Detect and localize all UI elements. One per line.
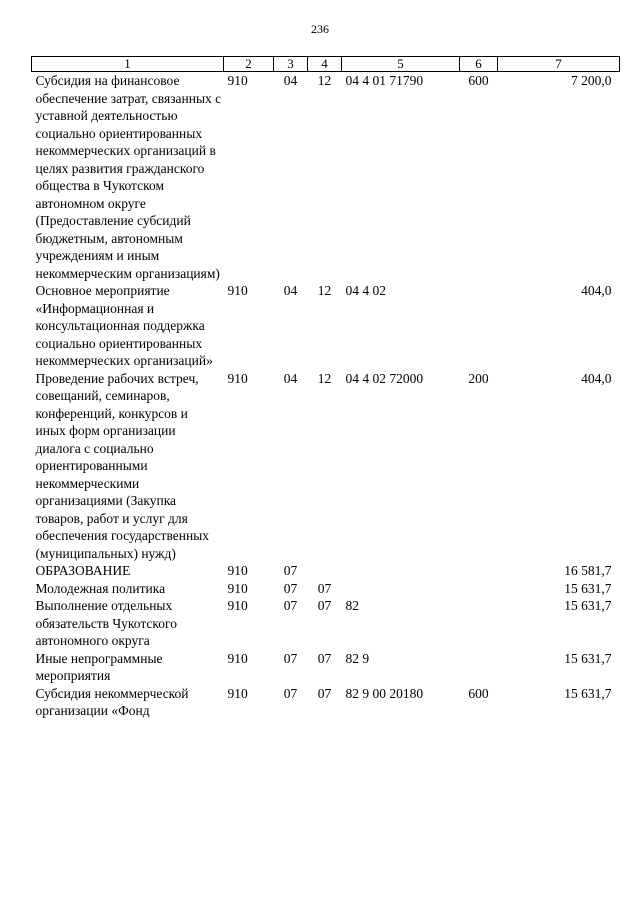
row-name: Молодежная политика — [35, 580, 166, 596]
row-target-code: 82 9 00 20180 — [345, 685, 424, 701]
row-amount: 404,0 — [581, 283, 612, 298]
row-expense-type — [460, 562, 498, 580]
row-expense-type — [460, 597, 498, 650]
row-name: Основное мероприятие «Информационная и консультационная поддержка социально ориентированных некоммерческих организаций» — [35, 283, 213, 368]
header-col-5: 5 — [342, 57, 460, 72]
row-section-code: 07 — [283, 598, 298, 613]
page-number: 236 — [311, 22, 329, 36]
row-section-code: 07 — [283, 580, 298, 596]
row-section-code: 04 — [283, 370, 298, 386]
table-row — [32, 562, 620, 580]
header-row — [32, 57, 620, 72]
budget-table-container — [31, 56, 619, 720]
header-col-6: 6 — [460, 57, 498, 72]
row-expense-type — [460, 650, 498, 685]
row-target-code: 82 9 — [345, 650, 370, 666]
row-amount: 15 631,7 — [564, 685, 612, 701]
row-expense-type — [460, 580, 498, 598]
table-header — [32, 57, 620, 72]
row-subsection-code: 12 — [317, 370, 332, 386]
row-expense-type: 600 — [468, 685, 489, 701]
table-body — [32, 72, 620, 720]
row-subsection-code: 07 — [317, 685, 332, 701]
row-name: Проведение рабочих встреч, совещаний, семинаров, конференций, конкурсов и иных форм организации диалога с социально ориентированными некоммерческими организациями (Закупка товаров, работ и услуг для обеспечения государственных (муниципальных) нужд) — [35, 370, 210, 561]
header-col-2: 2 — [224, 57, 274, 72]
row-ministry-code: 910 — [227, 580, 248, 596]
table-row — [32, 370, 620, 563]
row-amount: 15 631,7 — [564, 650, 612, 666]
row-ministry-code: 910 — [227, 563, 248, 578]
budget-table — [31, 56, 620, 720]
header-col-7: 7 — [498, 57, 620, 72]
row-section-code: 04 — [283, 73, 298, 88]
row-ministry-code: 910 — [227, 650, 248, 666]
table-row — [32, 580, 620, 598]
table-row — [32, 597, 620, 650]
row-target-code — [342, 562, 460, 580]
row-amount: 7 200,0 — [571, 73, 612, 88]
table-row — [32, 650, 620, 685]
row-subsection-code: 12 — [317, 73, 332, 88]
row-expense-type — [460, 282, 498, 370]
row-ministry-code: 910 — [227, 685, 248, 701]
row-target-code: 04 4 01 71790 — [345, 73, 424, 88]
table-row — [32, 72, 620, 283]
row-subsection-code: 07 — [317, 580, 332, 596]
row-subsection-code — [308, 562, 342, 580]
row-amount: 16 581,7 — [564, 563, 612, 578]
row-name: Иные непрограммные мероприятия — [35, 650, 163, 683]
row-ministry-code: 910 — [227, 283, 248, 298]
row-ministry-code: 910 — [227, 598, 248, 613]
row-section-code: 07 — [283, 685, 298, 701]
row-ministry-code: 910 — [227, 370, 248, 386]
row-target-code: 82 — [345, 598, 359, 613]
row-subsection-code: 12 — [317, 283, 332, 298]
row-name: Субсидия на финансовое обеспечение затрат, связанных с уставной деятельностью социально ориентированных некоммерческих организаций в целях развития гражданского общества в Чукотском автономном округе (Предоставление субсидий бюджетным, автономным учреждениям и иным некоммерческим организациям) — [35, 73, 222, 281]
table-row — [32, 685, 620, 720]
row-expense-type: 600 — [468, 73, 489, 88]
row-section-code: 04 — [283, 283, 298, 298]
row-target-code: 04 4 02 72000 — [345, 370, 424, 386]
row-target-code — [342, 580, 460, 598]
row-subsection-code: 07 — [317, 650, 332, 666]
header-col-3: 3 — [274, 57, 308, 72]
row-name: Субсидия некоммерческой организации «Фонд — [35, 685, 189, 718]
row-amount: 15 631,7 — [564, 580, 612, 596]
row-ministry-code: 910 — [227, 73, 248, 88]
table-row — [32, 282, 620, 370]
row-section-code: 07 — [283, 650, 298, 666]
header-col-4: 4 — [308, 57, 342, 72]
row-subsection-code: 07 — [317, 598, 332, 613]
row-name: ОБРАЗОВАНИЕ — [35, 563, 131, 578]
row-name: Выполнение отдельных обязательств Чукотского автономного округа — [35, 598, 177, 648]
header-col-1: 1 — [32, 57, 224, 72]
row-amount: 15 631,7 — [564, 598, 612, 613]
row-target-code: 04 4 02 — [345, 283, 386, 298]
row-section-code: 07 — [283, 563, 298, 578]
row-amount: 404,0 — [581, 370, 612, 386]
row-expense-type: 200 — [468, 370, 489, 386]
